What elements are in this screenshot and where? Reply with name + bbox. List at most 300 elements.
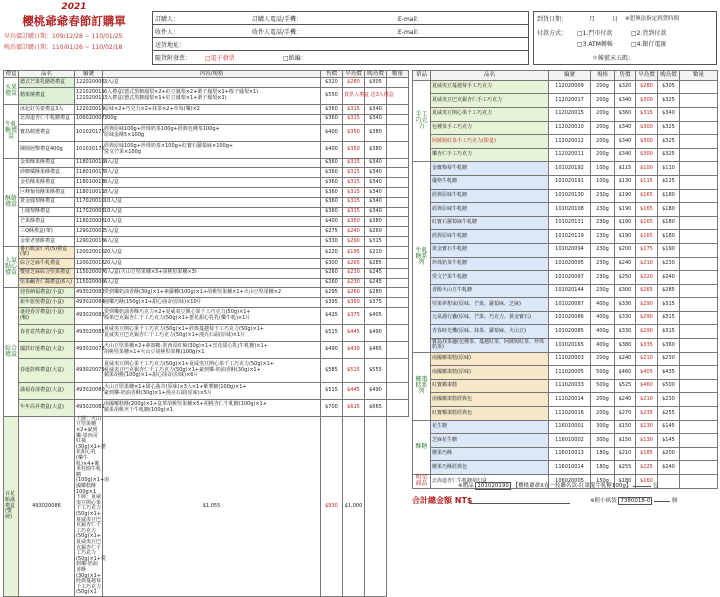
price: $300 [615,284,636,298]
quantity-input[interactable] [680,94,718,108]
late-bird-dates: 晚鳥價訂購日期：110/01/26 ~ 110/02/18 [4,44,123,51]
arrival-date-label[interactable]: 到貨日期： [537,16,568,23]
late-price: $380 [365,141,387,158]
product-code: 129020016 [75,236,103,246]
category-cell: 明星商品 [413,475,431,489]
product-code: 101020192 [549,162,591,176]
product-spec: 6入/盒 [103,278,321,288]
pay-store-option[interactable]: □1.門市付款 [577,30,613,37]
late-price: $210 [365,246,387,258]
quantity-input[interactable] [680,80,718,94]
late-price: $340 [365,114,387,124]
quantity-input[interactable] [387,324,409,341]
product-spec: 夏威夷豆開心果千工巧克力(50g)×1+夏威夷豆開心果千工巧克力(50g)×1+ 夏威夷豆巴克錫杏仁千工巧克力(50g)×1+豪到樂-奶油香酥(30g)×1+ 蘋果胡桃(100g)×1+甜心曲奇(原味)×6片 [103,358,321,382]
quantity-input[interactable] [387,258,409,268]
product-code: 112020015 [549,107,591,121]
product-spec: 200g [591,407,615,421]
product-spec: 20入/盒 [103,258,321,268]
table-row [413,162,718,176]
product-spec: 400g [591,325,615,339]
e-invoice-checkbox[interactable]: □電子發票 [205,55,235,62]
price: $515 [321,382,343,399]
late-price: $340 [365,178,387,188]
product-code: 111020005 [549,366,591,380]
product-spec: 230g [591,216,615,230]
quantity-input[interactable] [387,358,409,382]
col-category-r: 單品 [413,71,431,81]
price: $1,055 [103,416,321,596]
product-name: 南國椰棗糕(原味) [431,366,549,380]
product-code: 116010002 [549,434,591,448]
price: $700 [321,399,343,416]
product-code: 111020033 [549,379,591,393]
quantity-input[interactable] [387,278,409,288]
quantity-input[interactable] [680,311,718,325]
table-row [413,339,718,353]
product-code: 101020165 [549,339,591,353]
late-price: $110 [658,162,680,176]
early-price: $315 [343,197,365,207]
late-price: $305 [658,80,680,94]
late-price: $315 [658,298,680,312]
product-code: 117020003 [75,207,103,217]
early-price: $290 [636,325,658,339]
product-code: 101020131 [549,216,591,230]
product-spec: 火山豆堅果穗×2+素寮糖-墨西哥紅柚(30g)×1+烹花甜心乳(牛軋糖)×1+ 胡桃堅果穗×1+火山豆胡桃堅果穗(100g)×1 [103,341,321,358]
quantity-input[interactable] [680,379,718,393]
product-name: 腰果巧酥經典包 [431,461,549,475]
payment-label: 付款方式： [537,30,568,37]
product-code: 493020081 [75,399,103,416]
table-row [4,324,409,341]
quantity-input[interactable] [680,175,718,189]
late-price: $325 [658,121,680,135]
early-price: $165 [636,230,658,244]
table-row [413,80,718,94]
quantity-input[interactable] [680,216,718,230]
quantity-input[interactable] [387,307,409,324]
early-price: $210 [636,352,658,366]
receiver-phone-field[interactable]: 收件人電話/手機： [252,29,303,36]
product-spec: 230g [591,230,615,244]
price: $190 [615,189,636,203]
late-price: $145 [658,420,680,434]
early-price: $300 [636,135,658,149]
price: $360 [321,104,343,114]
product-code: 101020176 [75,141,103,158]
product-name: 香醇火山豆牛軋糖 [431,284,549,298]
quantity-input[interactable] [387,114,409,124]
table-row [4,168,409,178]
quantity-input[interactable] [387,158,409,168]
late-price: $435 [658,366,680,380]
product-code: 111020003 [549,352,591,366]
product-name: 元氣滿行囊(原味、芒果、巧克力、黃金寶石) [431,311,549,325]
buyer-email-field[interactable]: E-mail： [398,16,423,23]
quantity-input[interactable] [680,107,718,121]
quantity-input[interactable] [680,339,718,353]
product-spec: 300g [591,434,615,448]
product-spec: 400g [591,298,615,312]
table-row [413,284,718,298]
product-spec: 200g [591,135,615,149]
quantity-input[interactable] [387,227,409,237]
product-name: 北海道杏仁牛軋糖禮盒 [19,114,75,124]
early-price: $130 [636,434,658,448]
product-code: 101020144 [549,284,591,298]
early-bird-dates: 早鳥價訂購日期：109/12/28 ~ 110/01/25 [4,33,123,40]
receiver-field[interactable]: 收件人： [155,29,180,36]
product-spec: 10入/盒 [103,207,321,217]
product-spec: 南國椰糕酥(200g)×1+盒華胡桃堅果穗×5+胡桃杏仁牛軋糖(100g)×1+ 蘋果胡桃夾千牛軋糖(100g)×1 [103,399,321,416]
quantity-input[interactable] [387,382,409,399]
product-name: 紅寶椰棗糕 [431,379,549,393]
late-price: $125 [658,175,680,189]
quantity-input[interactable] [680,325,718,339]
price: $425 [321,307,343,324]
product-name: 南國椰棗糕(原味) [431,352,549,366]
product-name: 雙壁芝麻綜合堅果禮盒 [19,268,75,278]
product-spec: 20入/盒 [103,246,321,258]
early-price: $515 [343,358,365,382]
day-label: 日 [612,16,619,23]
quantity-input[interactable] [680,407,718,421]
quantity-input[interactable] [680,243,718,257]
price: $190 [615,216,636,230]
product-code: 115020007 [75,268,103,278]
product-name: 金寶梅莓牛軋糖 [431,162,549,176]
product-name: 包種茶手工巧克力 [431,121,549,135]
early-price: $405 [636,366,658,380]
price: $550 [321,87,343,104]
product-spec: 100g [591,175,615,189]
product-name: 國鼓好運禮盒(大盒) [19,341,75,358]
quantity-input[interactable] [387,104,409,114]
late-price: $340 [365,104,387,114]
product-name: 迎春納福禮盒(小盒) [19,288,75,298]
product-code: 493020086 [19,416,75,596]
product-spec: 200g [591,121,615,135]
quantity-input[interactable] [680,366,718,380]
table-row [413,189,718,203]
quantity-input[interactable] [680,148,718,162]
col-code-r: 編號 [549,71,591,81]
quantity-input[interactable] [387,197,409,207]
early-price: $100 [636,162,658,176]
late-price: $230 [658,393,680,407]
early-price: $230 [343,268,365,278]
early-price: $235 [636,407,658,421]
table-row [413,325,718,339]
product-code: 118010016 [75,158,103,168]
table-row [413,257,718,271]
product-name: 三Q酥禮盒(葷) [19,227,75,237]
quantity-input[interactable] [680,434,718,448]
price: $150 [615,434,636,448]
col-late-r: 晚鳥價 [658,71,680,81]
table-row [413,420,718,434]
product-name: 花生糖 [431,420,549,434]
quantity-input[interactable] [680,203,718,217]
late-price: $405 [365,307,387,324]
early-price: $220 [636,271,658,285]
category-cell: 牛軋糖禮盒 [4,104,19,158]
table-row [4,87,409,104]
quantity-input[interactable] [680,447,718,461]
late-price: $340 [365,207,387,217]
product-code: 112020009 [549,80,591,94]
late-price: $315 [658,325,680,339]
pay-wire-option[interactable]: □4.銀行電匯 [631,41,667,48]
product-code: 101020095 [549,257,591,271]
early-price: $375 [343,307,365,324]
quantity-input[interactable] [387,288,409,298]
product-name: 腰果巧酥 [431,447,549,461]
early-price: $315 [343,178,365,188]
product-code: 101020191 [549,175,591,189]
price: $400 [321,217,343,227]
product-name: 堅果夢想家(原味、芒果、蘿蔔麻、芝麻) [431,298,549,312]
quantity-input[interactable] [387,78,409,88]
price: $395 [321,298,343,308]
early-price: $165 [636,216,658,230]
price: $360 [321,114,343,124]
product-name: 青春時光機(原味、抹茶、蘿蔔麻、火山豆) [431,325,549,339]
buyer-phone-field[interactable]: 訂購人電話/手機： [252,16,303,23]
product-spec: 6入/盒 [103,236,321,246]
early-price: $240 [343,227,365,237]
quantity-input[interactable] [387,141,409,158]
product-spec: 230g [591,284,615,298]
early-price: $350 [343,124,365,141]
quantity-input[interactable] [387,124,409,141]
price: $300 [321,258,343,268]
address-field[interactable]: 送貨地址： [155,42,186,49]
early-price: $460 [636,379,658,393]
product-spec: 180g [591,447,615,461]
product-name: 紅寶椰棗糕經典包 [431,407,549,421]
quantity-input[interactable] [387,168,409,178]
product-name: 滿福春漾禮盒(大盒) [19,382,75,399]
late-price: $280 [365,288,387,298]
quantity-input[interactable] [387,341,409,358]
price: $115 [615,162,636,176]
early-price: $210 [636,393,658,407]
quantity-input[interactable] [680,475,718,489]
table-row [4,197,409,207]
pay-cod-option[interactable]: □2.貨到付款 [631,30,667,37]
late-price: $360 [658,339,680,353]
product-name: 黃金鳳梨酥禮盒 [19,197,75,207]
early-price: $290 [343,236,365,246]
product-name: 金栗酥果酥禮盒 [19,158,75,168]
early-price: $265 [343,258,365,268]
quantity-input[interactable] [680,461,718,475]
late-price: $340 [365,187,387,197]
quantity-input[interactable] [365,416,387,596]
product-code: 493020079 [75,358,103,382]
paper-invoice-checkbox[interactable]: □紙編： [283,55,307,62]
product-code: 112020012 [549,135,591,149]
total-amount-field[interactable] [470,503,570,504]
quantity-input[interactable] [680,162,718,176]
buyer-field[interactable]: 訂購人： [155,16,180,23]
table-row [4,104,409,114]
product-code: 493020084 [75,298,103,308]
table-row [4,298,409,308]
quantity-input[interactable] [387,236,409,246]
price: $275 [321,227,343,237]
early-price: $615 [343,399,365,416]
gift-line [458,481,658,489]
product-spec: 230g [591,271,615,285]
col-qty: 數量 [387,71,409,78]
table-row [4,227,409,237]
quantity-input[interactable] [680,189,718,203]
table-row [413,175,718,189]
quantity-input[interactable] [387,268,409,278]
early-price: $210 [636,257,658,271]
product-name: 北海道杏仁牛軋糖夢幻盒 [431,475,549,489]
quantity-input[interactable] [680,284,718,298]
product-spec: 230g [591,189,615,203]
quantity-input[interactable] [680,298,718,312]
product-name: 精果燒禮盒 [19,87,75,104]
product-code: 112020010 [549,121,591,135]
product-spec: 100g [591,162,615,176]
product-spec: 400g [591,311,615,325]
late-price: $1,000 [343,416,365,596]
quantity-input[interactable] [680,257,718,271]
col-code: 編號 [75,71,103,78]
product-code: 493020083 [75,307,103,324]
pay-atm-option[interactable]: □3.ATM轉帳 [577,41,613,48]
product-name: 春運鼓棒禮盒(大盒) [19,358,75,382]
price: $130 [615,175,636,189]
quantity-input[interactable] [680,352,718,366]
early-price: $130 [636,420,658,434]
late-price: $245 [365,278,387,288]
price: $360 [321,158,343,168]
product-name: 寶島精選禮盒 [19,124,75,141]
table-row [413,135,718,149]
price: $360 [321,197,343,207]
product-name: 百花館滿禮盒(雙層) [4,416,19,596]
product-code: 118020006 [75,217,103,227]
col-late: 晚鳥價 [365,71,387,78]
table-row [4,141,409,158]
product-spec: 230g [591,243,615,257]
quantity-input[interactable] [680,393,718,407]
late-price: $315 [658,311,680,325]
late-price: $665 [365,399,387,416]
product-name: 盛迎春芳禮盒(小盒) (暢) [19,307,75,324]
account-last-five-field[interactable]: ＊帳號末五碼： [592,55,635,62]
col-price: 售價 [321,71,343,78]
product-name: 經典原味牛軋糖 [431,189,549,203]
quantity-input[interactable] [680,420,718,434]
quantity-input[interactable] [680,121,718,135]
quantity-input[interactable] [387,187,409,197]
price: $320 [615,80,636,94]
product-name: 經典原味牛軋糖 [431,203,549,217]
product-code: 101020175 [75,124,103,141]
late-price: $325 [658,148,680,162]
product-code: 106020007 [75,114,103,124]
month-label: 月 [589,16,596,23]
quantity-input[interactable] [680,135,718,149]
category-cell: 牛軋糖系列 [413,162,431,352]
price: $270 [615,407,636,421]
product-code: 101020108 [549,203,591,217]
product-code: 120020010 [75,246,103,258]
late-price: $285 [658,284,680,298]
product-spec: 愛到樂奶油香酥(30g)×1+素蘿轉(100g)×1+胡桃堅果穗×1+火山豆堅果穗×2 [103,288,321,298]
quantity-input[interactable] [387,207,409,217]
product-name: 綜合芝麻牛軋禮盒 [19,258,75,268]
price: $220 [321,246,343,258]
bag-code: 7380018-0 [620,498,651,504]
product-code: 116010001 [549,420,591,434]
product-code: 493020078 [75,341,103,358]
quantity-input[interactable] [387,298,409,308]
late-price: $200 [658,447,680,461]
product-spec: 150g [591,475,615,489]
col-early: 早鳥價 [343,71,365,78]
late-price: $180 [658,230,680,244]
late-price: $180 [658,216,680,230]
price: $260 [321,268,343,278]
quantity-input[interactable] [387,246,409,258]
price: $210 [615,447,636,461]
table-row [413,447,718,461]
quantity-input[interactable] [387,217,409,227]
table-row [4,416,409,596]
product-spec: 200g [591,80,615,94]
early-price: $350 [343,217,365,227]
table-row [413,407,718,421]
price: $460 [615,366,636,380]
late-price: $380 [365,124,387,141]
table-row [413,434,718,448]
category-cell: 酥糖 [413,420,431,474]
price: $240 [615,257,636,271]
product-spec: 夏威夷豆開心果千工巧克力(50g)×1+經典蔓越莓千工巧克力(50g)×1+ 夏威夷豆巴克錫杏仁千工巧克力(50g)×1+漫亮石頭(原味)×1片 [103,324,321,341]
receiver-email-field[interactable]: E-mail： [398,29,423,36]
order-form-header [0,0,720,68]
quantity-input[interactable] [680,271,718,285]
product-name: 陳圓剋擊禮盒400g [19,141,75,158]
early-price: $335 [636,339,658,353]
product-code: 101020130 [549,189,591,203]
quantity-input[interactable] [387,399,409,416]
category-cell: 椰棗糕系列 [413,352,431,420]
gift-qty-blank[interactable] [633,486,651,487]
product-name: 黃金寶石牛軋糖 [431,243,549,257]
quantity-input[interactable] [387,178,409,188]
gift-code: 101020190 [477,483,509,489]
table-row [413,366,718,380]
quantity-input[interactable] [680,230,718,244]
early-price: $195 [343,246,365,258]
title-block [4,2,144,51]
late-price: $285 [365,258,387,268]
product-spec: 經典原味100g+珍珠奶茶100g+經典包種茶100g+ 原味蛋酥5×100g [103,124,321,141]
bag-qty-blank[interactable] [654,501,670,502]
table-row [4,178,409,188]
bag-unit: 個 [671,498,678,504]
early-price: $315 [343,168,365,178]
